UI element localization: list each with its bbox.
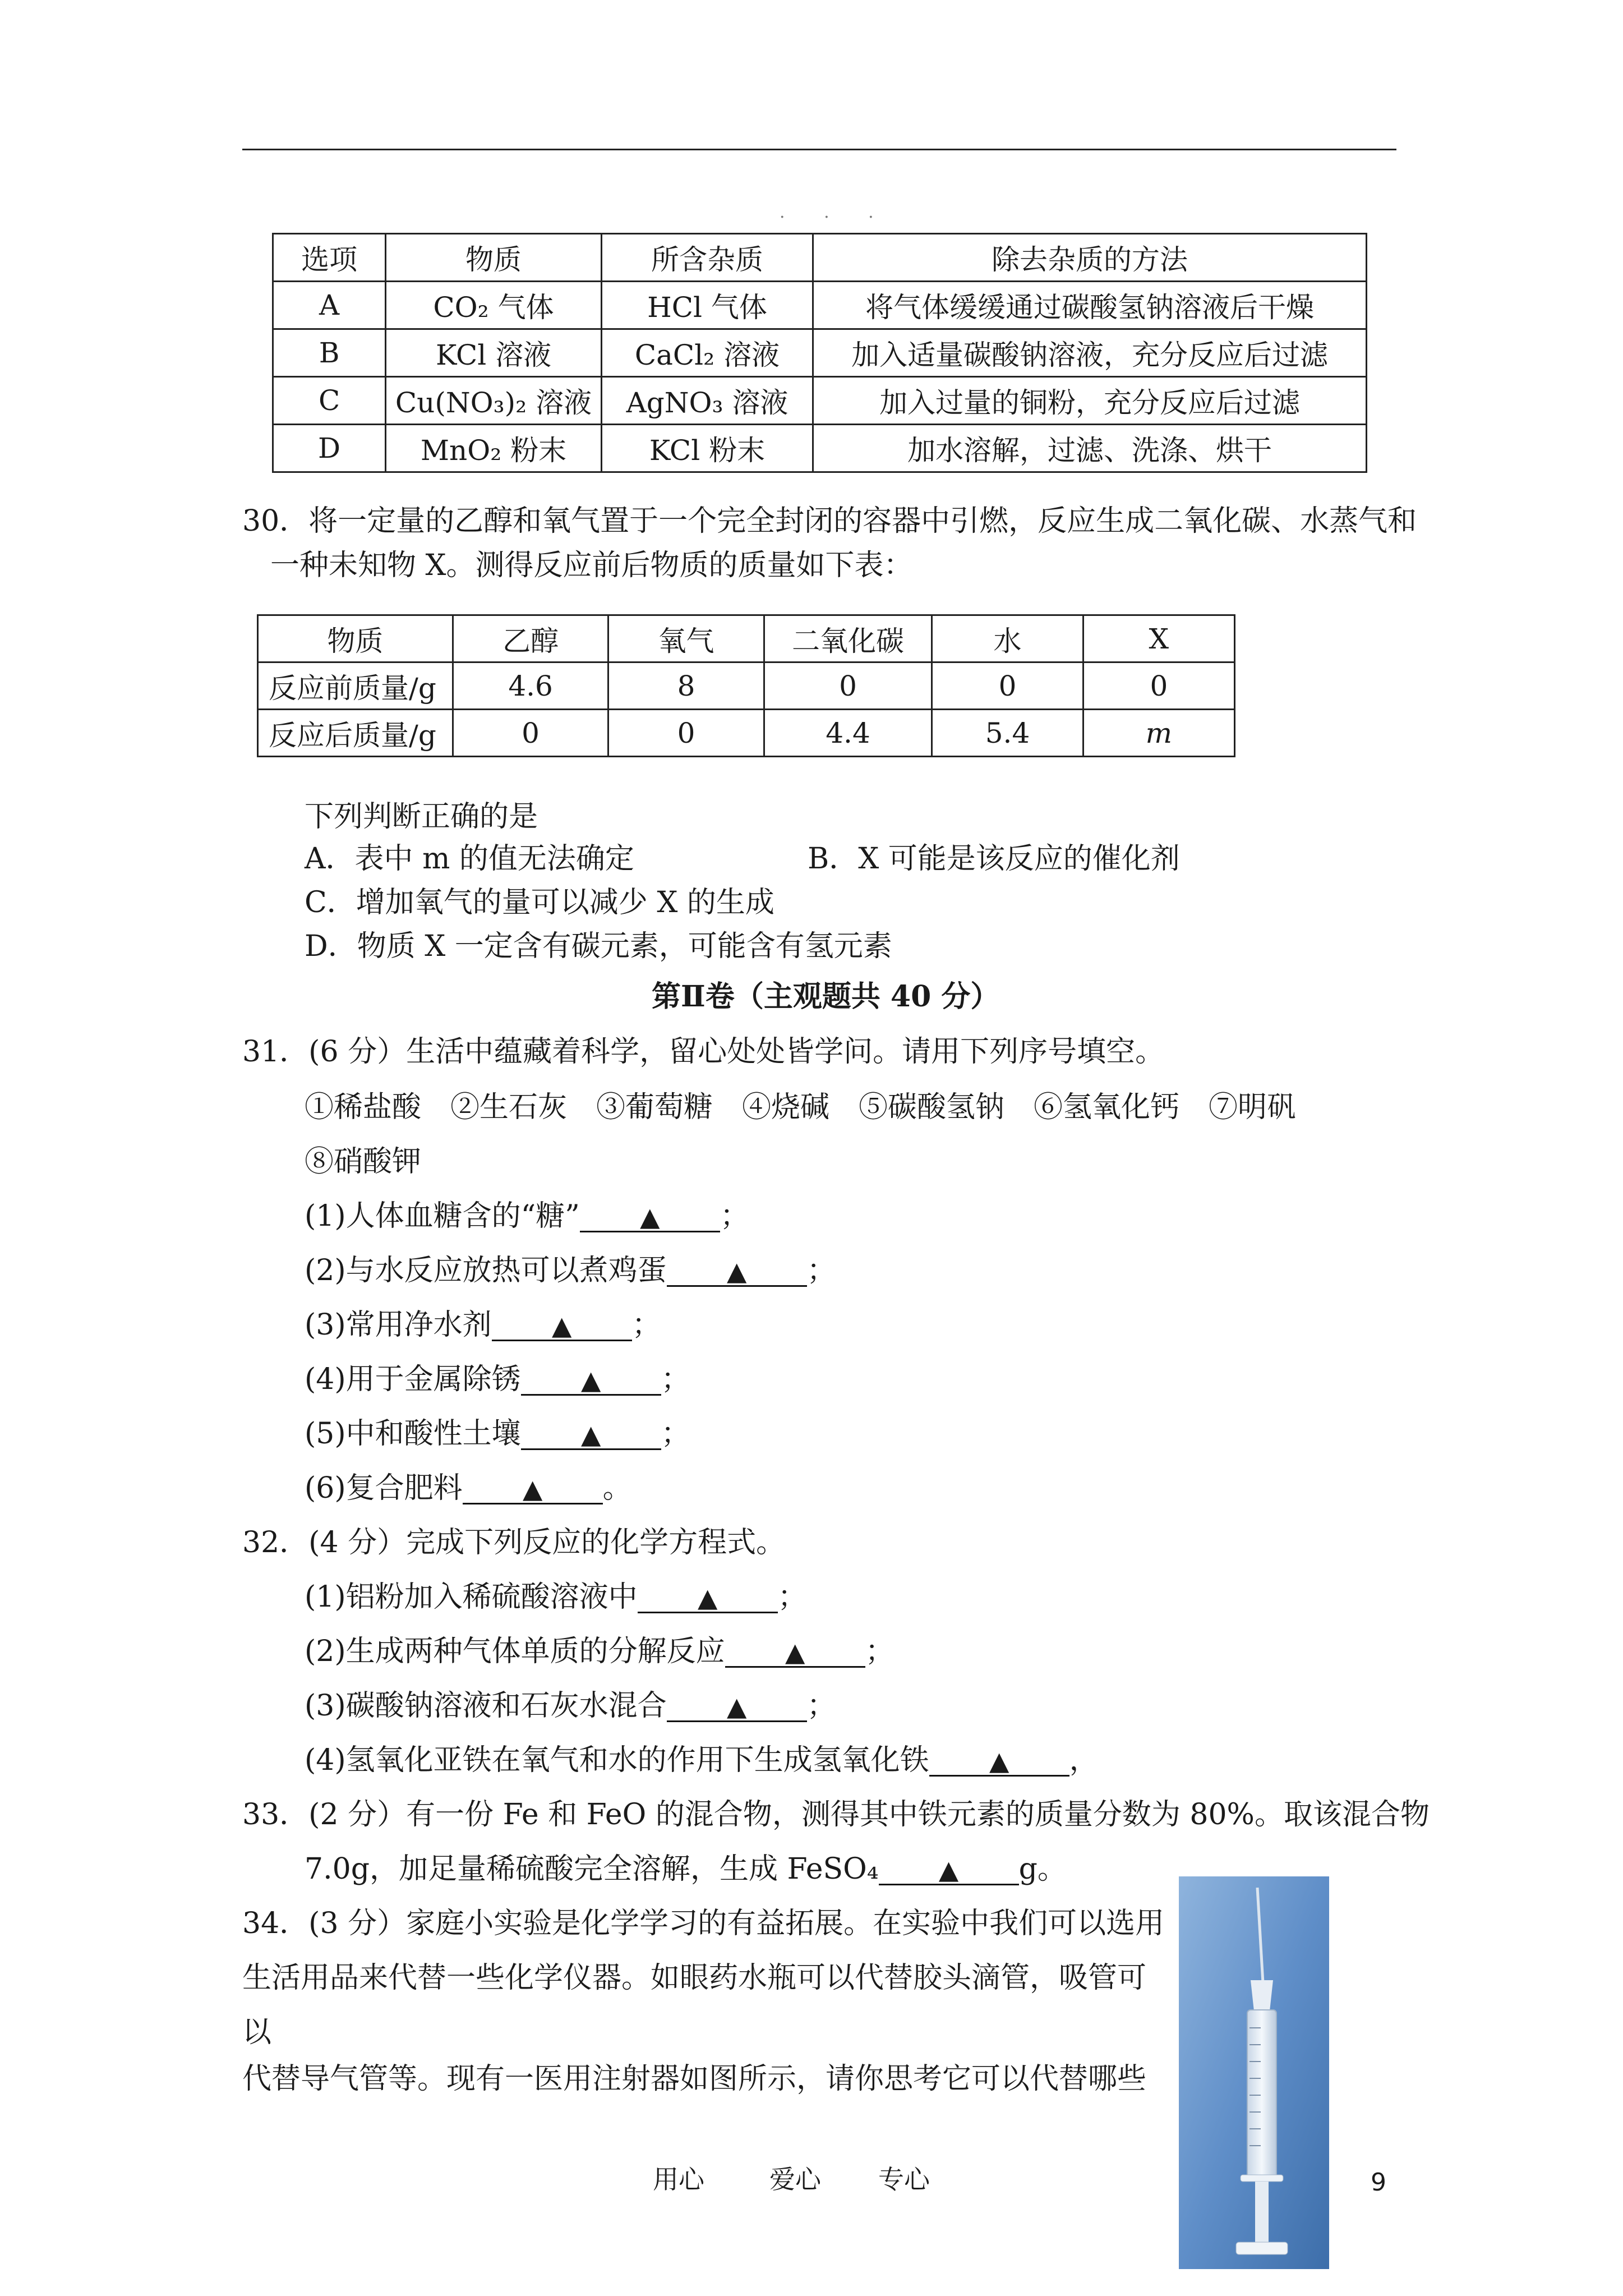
mass-table [257,614,1235,757]
table-cell: 加水溶解，过滤、洗涤、烘干 [813,425,1367,472]
table-row [273,425,1367,472]
q30-stem: 下列判断正确的是 [305,800,538,834]
answer-blank[interactable] [521,1419,661,1450]
table-row [273,377,1367,425]
q32-item-2 [305,1637,895,1668]
table-row [258,662,1235,710]
item-text: (3)碳酸钠溶液和石灰水混合 [305,1689,667,1723]
header-cell: 所含杂质 [601,234,813,282]
item-end: ； [631,1308,661,1342]
table-cell: 4.6 [453,662,608,710]
header-cell: X [1083,615,1234,662]
q31-choices-line2: ⑧硝酸钾 [305,1145,422,1179]
table-cell: CaCl₂ 溶液 [601,329,813,377]
scan-dots: · · · [780,208,891,227]
footer-item: 用心 [653,2164,704,2194]
q32-stem: 32．(4 分）完成下列反应的化学方程式。 [242,1526,786,1559]
table-cell: 反应前质量/g [258,662,453,710]
q34-line1: 34．(3 分）家庭小实验是化学学习的有益拓展。在实验中我们可以选用 [242,1907,1165,1940]
q31-item-4 [305,1365,690,1396]
table-cell: 0 [1083,662,1234,710]
item-text: (3)常用净水剂 [305,1308,492,1342]
item-end: ； [720,1199,749,1233]
answer-blank[interactable] [725,1637,865,1668]
impurity-table [272,233,1367,473]
q32-item-3 [305,1691,836,1722]
table-cell: HCl 气体 [601,282,813,329]
answer-blank[interactable] [521,1365,661,1396]
table-cell: 加入适量碳酸钠溶液，充分反应后过滤 [813,329,1367,377]
q31-item-5 [305,1419,690,1450]
header-cell: 物质 [258,615,453,662]
q33-line2 [305,1852,1067,1886]
item-end: ， [1069,1743,1099,1777]
header-cell: 水 [932,615,1083,662]
triangle-mark: ▲ [580,1365,601,1395]
q30-option-b: B．X 可能是该反应的催化剂 [808,842,1180,876]
header-cell: 乙醇 [453,615,608,662]
triangle-mark: ▲ [697,1582,718,1613]
triangle-mark: ▲ [989,1746,1009,1776]
table-cell: 8 [608,662,764,710]
item-end: ； [865,1635,895,1668]
triangle-mark: ▲ [522,1474,543,1504]
q30-option-d: D．物质 X 一定含有碳元素，可能含有氢元素 [305,930,892,963]
header-rule [242,149,1396,150]
footer-item: 爱心 [769,2164,821,2194]
table-cell: 加入过量的铜粉，充分反应后过滤 [813,377,1367,425]
table-cell: 0 [453,710,608,757]
triangle-mark: ▲ [726,1256,747,1286]
table-row [273,329,1367,377]
triangle-mark: ▲ [785,1637,805,1667]
answer-blank[interactable] [580,1202,720,1232]
q30-line1: 30．将一定量的乙醇和氧气置于一个完全封闭的容器中引燃，反应生成二氧化碳、水蒸气和 [242,504,1417,538]
table-cell: KCl 溶液 [386,329,602,377]
page-number: 9 [1371,2168,1386,2197]
table-cell: B [273,329,386,377]
item-end: ； [806,1254,836,1287]
q33-line1: 33．(2 分）有一份 Fe 和 FeO 的混合物，测得其中铁元素的质量分数为 80%。取该混合物 [242,1798,1430,1832]
table-cell: m [1083,710,1234,757]
item-end: ； [661,1363,690,1396]
table-row [273,282,1367,329]
item-end: ； [806,1689,836,1723]
q31-item-6 [305,1471,632,1505]
triangle-mark: ▲ [938,1855,959,1885]
table-header-row [273,234,1367,282]
triangle-mark: ▲ [640,1202,660,1232]
q31-item-1 [305,1199,749,1233]
q30-line2: 一种未知物 X。测得反应前后物质的质量如下表： [270,549,913,582]
item-text: (1)人体血糖含的“糖” [305,1199,580,1233]
answer-blank[interactable] [667,1691,807,1722]
q34-line2: 生活用品来代替一些化学仪器。如眼药水瓶可以代替胶头滴管，吸管可 [242,1961,1147,1995]
header-cell: 氧气 [608,615,764,662]
table-row [258,710,1235,757]
item-text: (2)与水反应放热可以煮鸡蛋 [305,1254,667,1287]
table-cell: 反应后质量/g [258,710,453,757]
answer-blank[interactable] [463,1474,603,1504]
table-cell: KCl 粉末 [601,425,813,472]
item-end: ； [777,1580,807,1614]
section-title: 第Ⅱ卷（主观题共 40 分） [652,979,1000,1014]
footer-item: 专心 [878,2164,930,2194]
item-end: 。 [602,1471,632,1505]
item-end: ； [661,1417,690,1451]
table-cell: Cu(NO₃)₂ 溶液 [386,377,602,425]
q31-stem: 31．(6 分）生活中蕴藏着科学，留心处处皆学问。请用下列序号填空。 [242,1035,1165,1069]
item-text: (6)复合肥料 [305,1471,463,1505]
q33-end: g。 [1018,1852,1067,1886]
answer-blank[interactable] [879,1855,1019,1885]
triangle-mark: ▲ [551,1310,572,1341]
header-cell: 二氧化碳 [764,615,932,662]
answer-blank[interactable] [667,1256,807,1287]
q32-item-1 [305,1582,807,1613]
q34-line3: 以 [242,2016,272,2049]
table-cell: 0 [932,662,1083,710]
table-header-row [258,615,1235,662]
q34-line4: 代替导气管等。现有一医用注射器如图所示，请你思考它可以代替哪些 [242,2062,1147,2096]
q33-text: 7.0g，加足量稀硫酸完全溶解，生成 FeSO₄ [305,1852,879,1886]
q32-item-4 [305,1743,1099,1777]
answer-blank[interactable] [638,1582,778,1613]
item-text: (4)用于金属除锈 [305,1363,521,1396]
table-cell: CO₂ 气体 [386,282,602,329]
table-cell: 0 [764,662,932,710]
answer-blank[interactable] [492,1310,632,1341]
item-text: (2)生成两种气体单质的分解反应 [305,1635,725,1668]
table-cell: 将气体缓缓通过碳酸氢钠溶液后干燥 [813,282,1367,329]
q30-option-c: C．增加氧气的量可以减少 X 的生成 [305,886,774,919]
q31-item-2 [305,1256,836,1287]
table-cell: AgNO₃ 溶液 [601,377,813,425]
table-cell: MnO₂ 粉末 [386,425,602,472]
table-cell: 0 [608,710,764,757]
table-cell: D [273,425,386,472]
syringe-photo [1179,1876,1329,2269]
header-cell: 物质 [386,234,602,282]
triangle-mark: ▲ [726,1691,747,1722]
answer-blank[interactable] [929,1746,1069,1777]
header-cell: 除去杂质的方法 [813,234,1367,282]
triangle-mark: ▲ [580,1419,601,1450]
q31-choices-line1: ①稀盐酸 ②生石灰 ③葡萄糖 ④烧碱 ⑤碳酸氢钠 ⑥氢氧化钙 ⑦明矾 [305,1091,1297,1124]
item-text: (1)铝粉加入稀硫酸溶液中 [305,1580,638,1614]
table-cell: 5.4 [932,710,1083,757]
header-cell: 选项 [273,234,386,282]
item-text: (4)氢氧化亚铁在氧气和水的作用下生成氢氧化铁 [305,1743,929,1777]
q30-option-a: A．表中 m 的值无法确定 [305,842,634,876]
item-text: (5)中和酸性土壤 [305,1417,521,1451]
table-cell: 4.4 [764,710,932,757]
table-cell: C [273,377,386,425]
table-cell: A [273,282,386,329]
q31-item-3 [305,1310,661,1341]
